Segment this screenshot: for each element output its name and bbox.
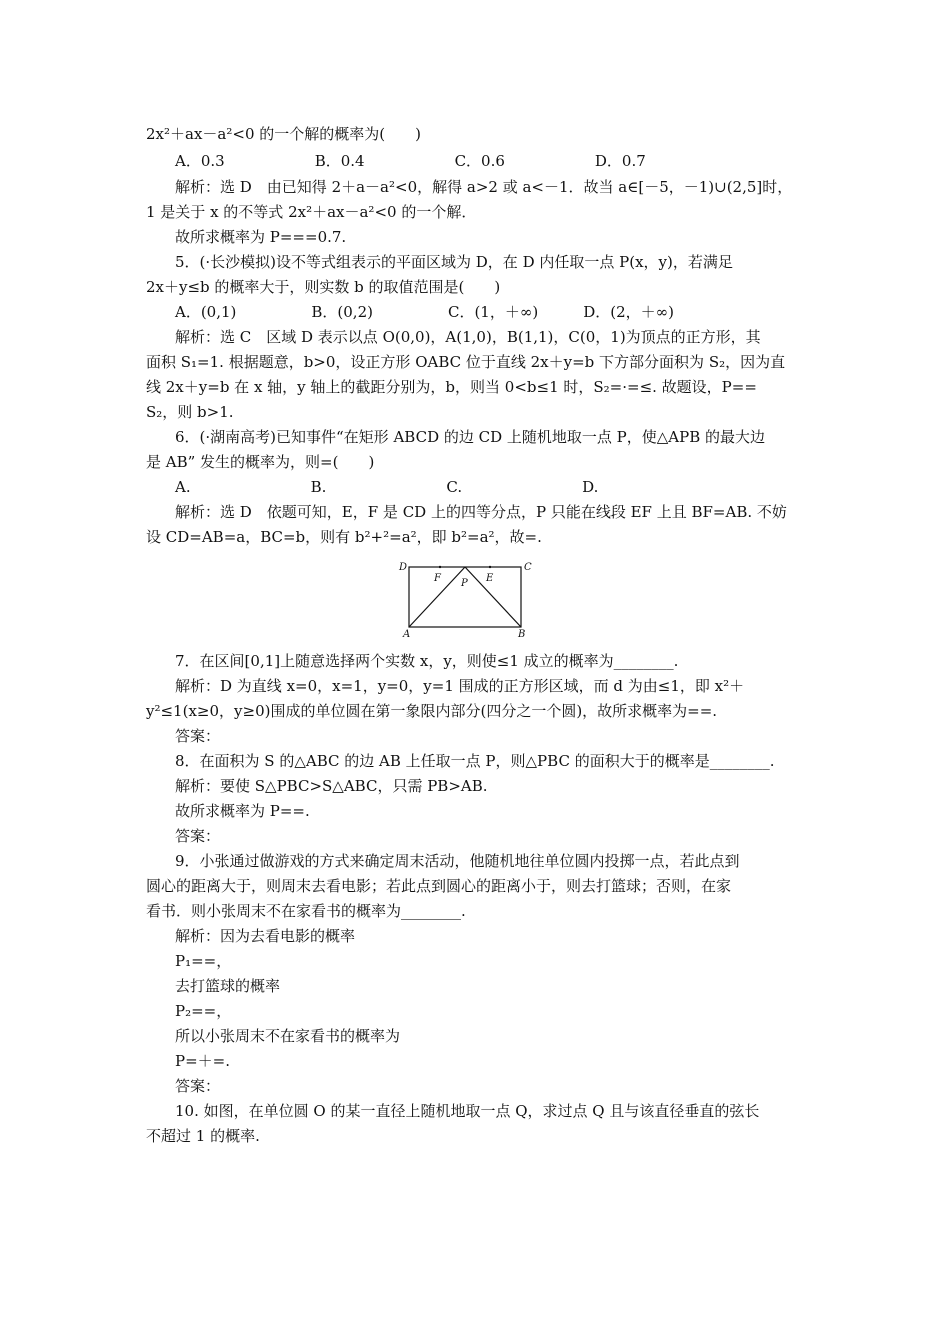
text-line: 故所求概率为 P===0.7.: [175, 228, 347, 246]
text-line: 解析：因为去看电影的概率: [175, 927, 356, 945]
text-line: 解析：选 D 由已知得 2＋a－a²<0，解得 a>2 或 a<－1．故当 a∈[－5，－1)∪(2,5]时，: [175, 178, 793, 196]
label-f: F: [434, 573, 441, 584]
text-line: y²≤1(x≥0，y≥0)围成的单位圆在第一象限内部分(四分之一个圆)，故所求概率为==.: [146, 702, 718, 720]
text-line: 是 AB” 发生的概率为，则=( ): [146, 453, 375, 471]
label-b: B: [518, 629, 526, 640]
rectangle-figure: [398, 557, 532, 641]
text-line: 所以小张周末不在家看书的概率为: [175, 1027, 401, 1045]
text-line: 2x²＋ax－a²<0 的一个解的概率为( ): [146, 125, 421, 143]
text-line: 线 2x＋y=b 在 x 轴，y 轴上的截距分别为，b，则当 0<b≤1 时，S₂=·=≤. 故题设，P==: [146, 378, 757, 396]
text-line: 设 CD=AB=a，BC=b，则有 b²+²=a²，即 b²=a²，故=.: [146, 528, 542, 546]
text-line: 6．(·湖南高考)已知事件“在矩形 ABCD 的边 CD 上随机地取一点 P，使△APB 的最大边: [175, 428, 766, 446]
text-line: 故所求概率为 P==.: [175, 802, 310, 820]
text-line: 5．(·长沙模拟)设不等式组表示的平面区域为 D，在 D 内任取一点 P(x，y)，若满足: [175, 253, 733, 271]
text-line: 7．在区间[0,1]上随意选择两个实数 x，y，则使≤1 成立的概率为________.: [175, 652, 679, 670]
text-line: 解析：D 为直线 x=0，x=1，y=0，y=1 围成的正方形区域，而 d 为由≤1，即 x²＋: [175, 677, 745, 695]
label-c: C: [524, 562, 532, 573]
text-line: S₂，则 b>1.: [146, 403, 234, 421]
text-line: 答案：: [175, 727, 221, 745]
text-line: 面积 S₁=1. 根据题意，b>0，设正方形 OABC 位于直线 2x＋y=b 下方部分面积为 S₂，因为直: [146, 353, 786, 371]
text-line: 解析：选 D 依题可知，E，F 是 CD 上的四等分点，P 只能在线段 EF 上且 BF=AB. 不妨: [175, 503, 787, 521]
text-line: 1 是关于 x 的不等式 2x²＋ax－a²<0 的一个解．: [146, 203, 477, 221]
rectangle-abcd: [409, 567, 521, 627]
text-line: P₂==，: [175, 1002, 232, 1020]
text-line: 看书．则小张周末不在家看书的概率为________.: [146, 902, 466, 920]
text-line: 答案：: [175, 827, 221, 845]
point-e: [489, 566, 491, 568]
text-line: 10. 如图，在单位圆 O 的某一直径上随机地取一点 Q，求过点 Q 且与该直径垂直的弦长: [175, 1102, 760, 1120]
label-a: A: [403, 629, 411, 640]
text-line: 答案：: [175, 1077, 221, 1095]
label-d: D: [399, 562, 408, 573]
point-f: [439, 566, 441, 568]
text-line: 不超过 1 的概率.: [146, 1127, 260, 1145]
text-line: 9．小张通过做游戏的方式来确定周末活动，他随机地往单位圆内投掷一点，若此点到: [175, 852, 740, 870]
text-line: P₁==，: [175, 952, 232, 970]
text-line: 解析：要使 S△PBC>S△ABC，只需 PB>AB.: [175, 777, 488, 795]
text-line: 2x＋y≤b 的概率大于，则实数 b 的取值范围是( ): [146, 278, 501, 296]
text-line: A．0.3 B．0.4 C．0.6 D．0.7: [175, 152, 646, 170]
text-line: P=＋=.: [175, 1052, 230, 1070]
label-e: E: [486, 573, 494, 584]
label-p: P: [461, 578, 468, 589]
text-line: A．(0,1) B．(0,2) C．(1，＋∞) D．(2，＋∞): [175, 303, 674, 321]
text-line: A. B. C. D.: [175, 478, 599, 496]
text-line: 解析：选 C 区域 D 表示以点 O(0,0)，A(1,0)，B(1,1)，C(0，1)为顶点的正方形，其: [175, 328, 761, 346]
text-line: 去打篮球的概率: [175, 977, 281, 995]
text-line: 8．在面积为 S 的△ABC 的边 AB 上任取一点 P，则△PBC 的面积大于的概率是________.: [175, 752, 775, 770]
text-line: 圆心的距离大于，则周末去看电影；若此点到圆心的距离小于，则去打篮球；否则，在家: [146, 877, 732, 895]
